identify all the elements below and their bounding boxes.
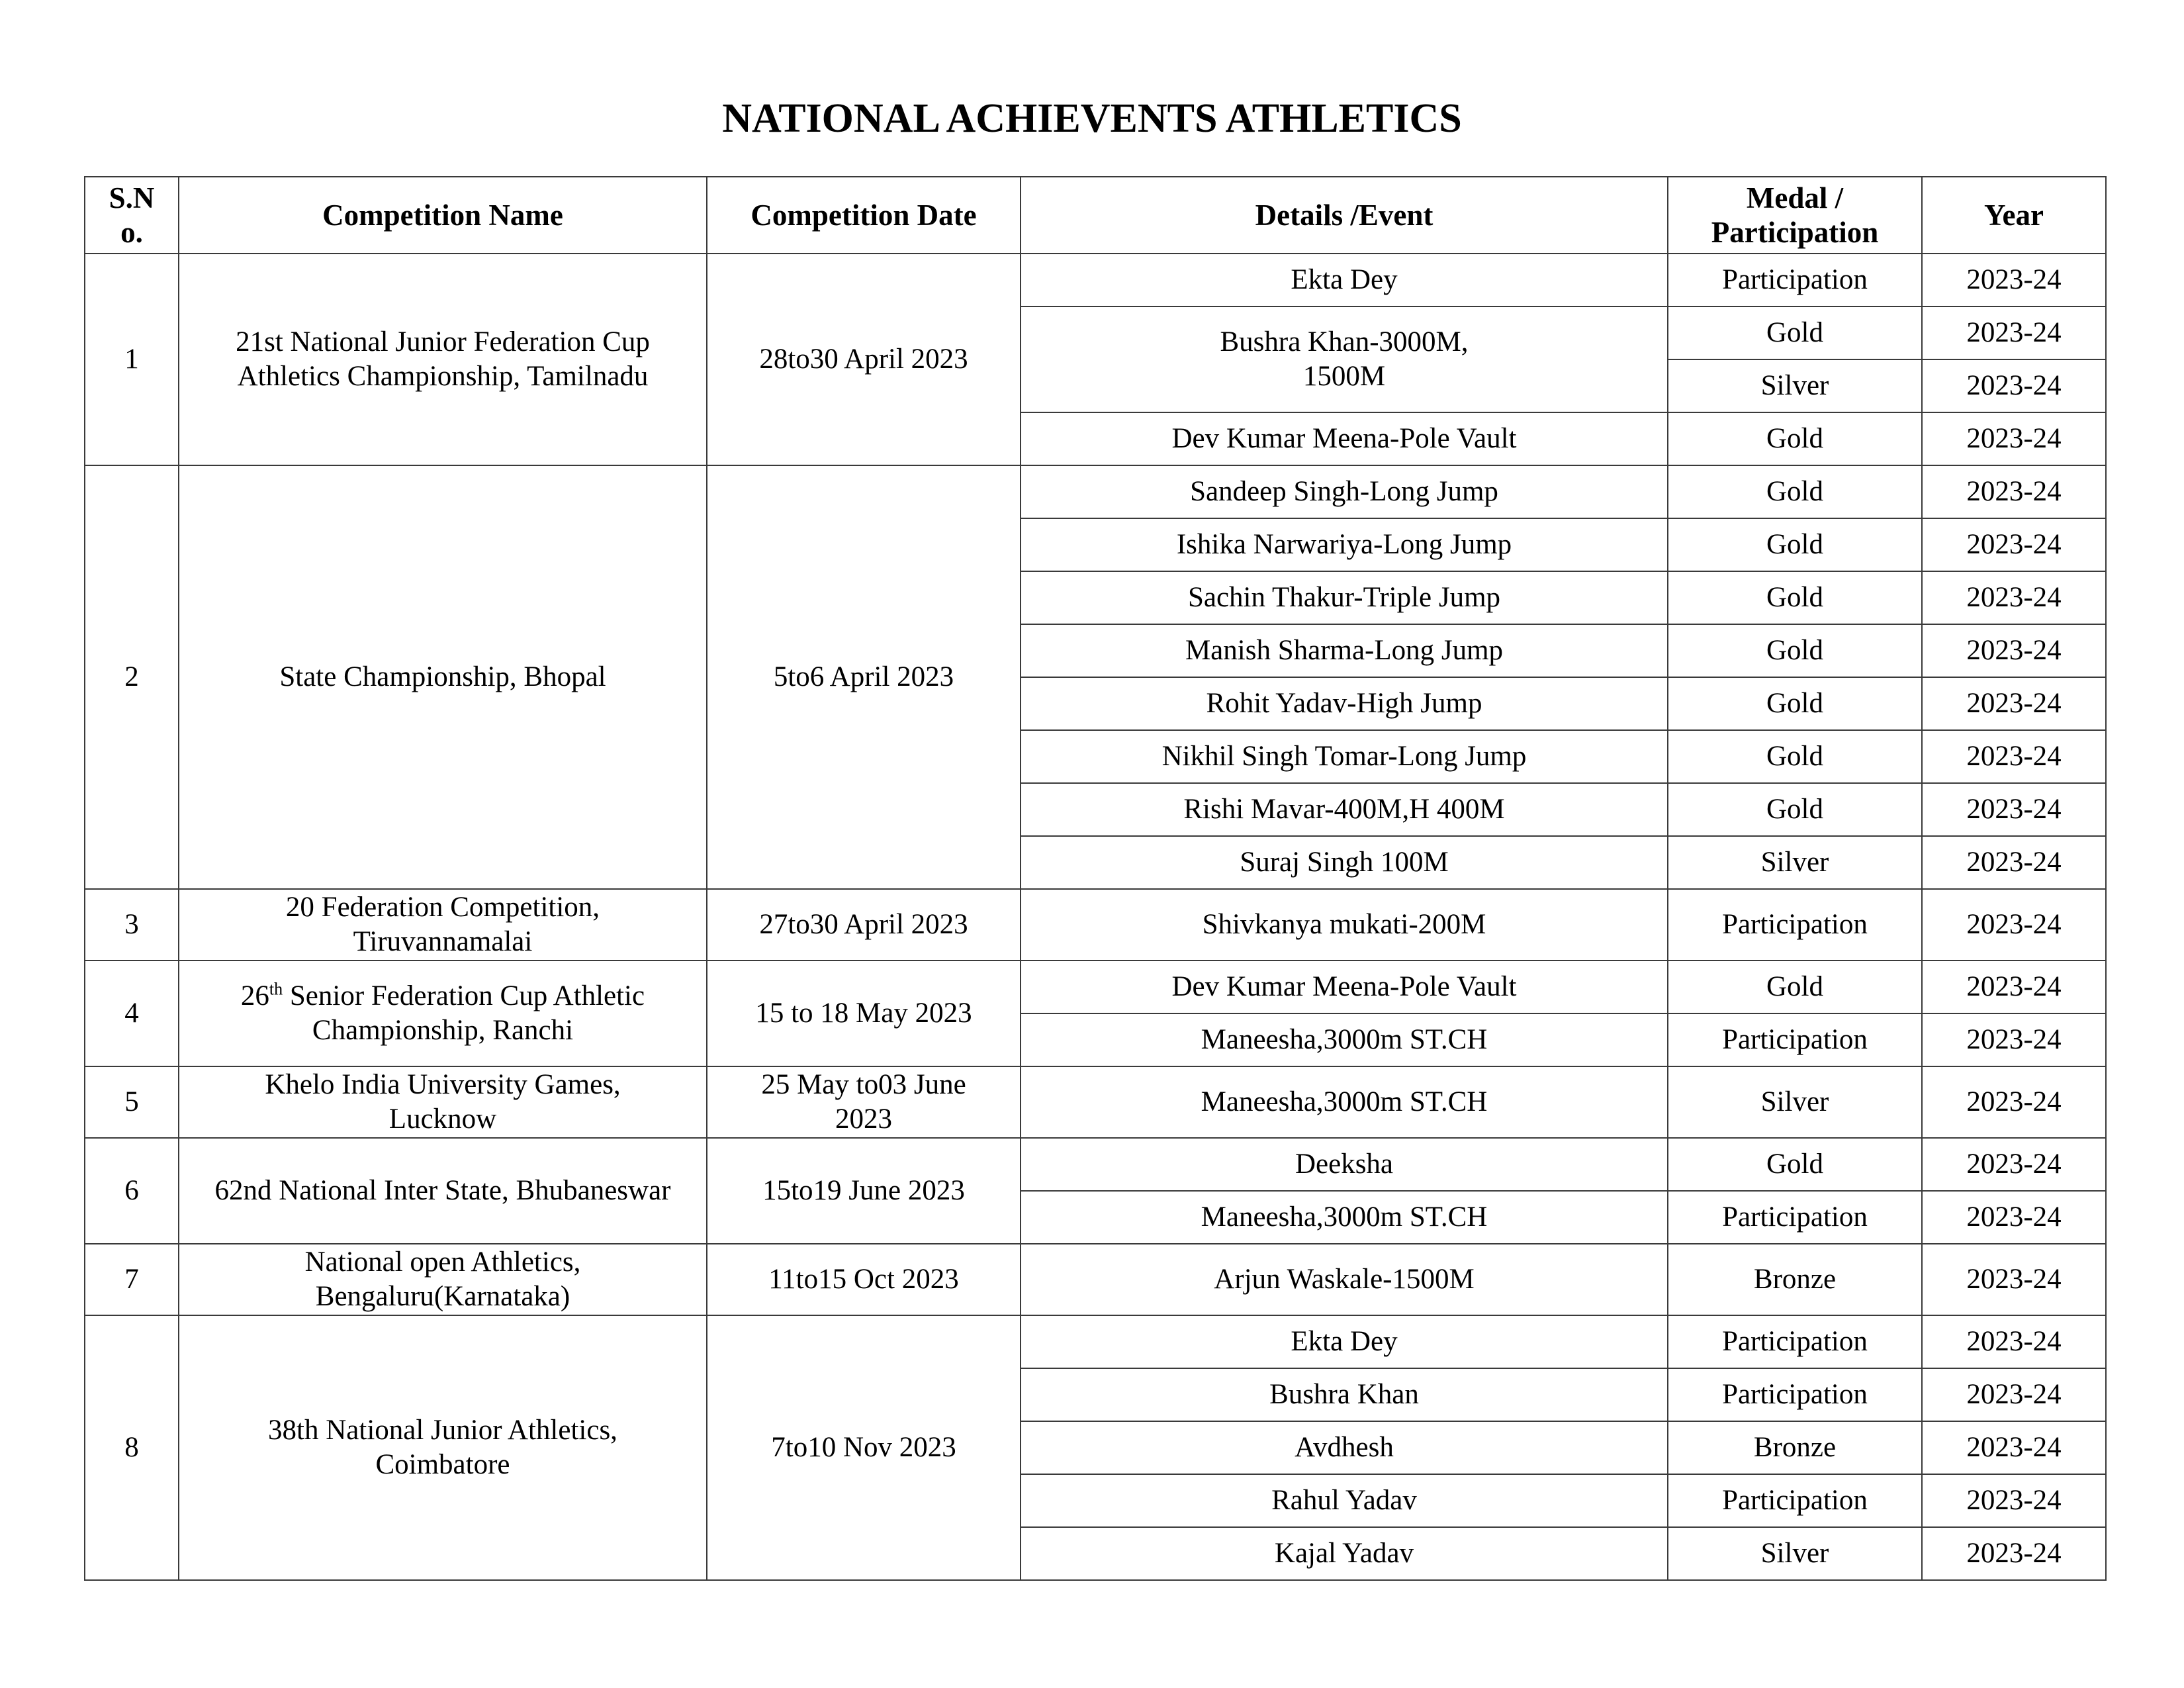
header-medal-participation: Medal / Participation <box>1668 177 1922 254</box>
cell-medal: Gold <box>1668 961 1922 1013</box>
cell-competition-name: 38th National Junior Athletics, Coimbatore <box>179 1315 707 1580</box>
table-row <box>85 254 2106 306</box>
cell-medal: Bronze <box>1668 1421 1922 1474</box>
cell-details-event: Kajal Yadav <box>1021 1527 1668 1580</box>
cell-medal: Participation <box>1668 254 1922 306</box>
cell-medal: Participation <box>1668 1368 1922 1421</box>
cell-medal: Silver <box>1668 836 1922 889</box>
cell-details-event: Suraj Singh 100M <box>1021 836 1668 889</box>
cell-year: 2023-24 <box>1922 412 2106 465</box>
cell-details-event: Shivkanya mukati-200M <box>1021 889 1668 961</box>
cell-details-event: Rahul Yadav <box>1021 1474 1668 1527</box>
cell-medal: Participation <box>1668 1191 1922 1244</box>
cell-sno: 2 <box>85 465 179 889</box>
cell-year: 2023-24 <box>1922 889 2106 961</box>
cell-competition-date: 27to30 April 2023 <box>707 889 1021 961</box>
header-details-event: Details /Event <box>1021 177 1668 254</box>
cell-sno: 4 <box>85 961 179 1066</box>
cell-competition-date: 28to30 April 2023 <box>707 254 1021 465</box>
cell-year: 2023-24 <box>1922 1421 2106 1474</box>
cell-competition-date: 25 May to03 June 2023 <box>707 1066 1021 1138</box>
cell-competition-name: 21st National Junior Federation Cup Athletics Championship, Tamilnadu <box>179 254 707 465</box>
cell-competition-name <box>179 961 707 1066</box>
cell-year: 2023-24 <box>1922 624 2106 677</box>
cell-medal: Participation <box>1668 889 1922 961</box>
cell-year: 2023-24 <box>1922 1066 2106 1138</box>
cell-details-event: Nikhil Singh Tomar-Long Jump <box>1021 730 1668 783</box>
cell-competition-name: 62nd National Inter State, Bhubaneswar <box>179 1138 707 1244</box>
cell-year: 2023-24 <box>1922 1315 2106 1368</box>
cell-competition-name: National open Athletics, Bengaluru(Karnataka) <box>179 1244 707 1315</box>
cell-medal: Gold <box>1668 624 1922 677</box>
cell-competition-name: Khelo India University Games, Lucknow <box>179 1066 707 1138</box>
cell-sno: 1 <box>85 254 179 465</box>
table-row <box>85 1244 2106 1315</box>
achievements-table <box>84 176 2107 1581</box>
competition-name-prefix: 26 <box>240 980 269 1011</box>
cell-sno: 8 <box>85 1315 179 1580</box>
cell-medal: Gold <box>1668 730 1922 783</box>
competition-name-ordinal: th <box>269 979 283 999</box>
cell-year: 2023-24 <box>1922 518 2106 571</box>
cell-sno: 5 <box>85 1066 179 1138</box>
cell-year: 2023-24 <box>1922 836 2106 889</box>
cell-details-event: Manish Sharma-Long Jump <box>1021 624 1668 677</box>
table-row <box>85 1066 2106 1138</box>
cell-details-event: Dev Kumar Meena-Pole Vault <box>1021 412 1668 465</box>
cell-year: 2023-24 <box>1922 1368 2106 1421</box>
cell-year: 2023-24 <box>1922 1527 2106 1580</box>
cell-year: 2023-24 <box>1922 1191 2106 1244</box>
cell-medal: Bronze <box>1668 1244 1922 1315</box>
cell-competition-date: 11to15 Oct 2023 <box>707 1244 1021 1315</box>
cell-medal: Participation <box>1668 1013 1922 1066</box>
cell-medal: Gold <box>1668 412 1922 465</box>
cell-sno: 7 <box>85 1244 179 1315</box>
cell-details-event: Maneesha,3000m ST.CH <box>1021 1066 1668 1138</box>
cell-medal: Participation <box>1668 1315 1922 1368</box>
cell-year: 2023-24 <box>1922 571 2106 624</box>
cell-details-event: Rishi Mavar-400M,H 400M <box>1021 783 1668 836</box>
cell-year: 2023-24 <box>1922 1138 2106 1191</box>
cell-medal: Gold <box>1668 1138 1922 1191</box>
cell-medal: Gold <box>1668 677 1922 730</box>
cell-medal: Silver <box>1668 359 1922 412</box>
cell-details-event: Ekta Dey <box>1021 1315 1668 1368</box>
cell-details-event: Rohit Yadav-High Jump <box>1021 677 1668 730</box>
cell-competition-date: 5to6 April 2023 <box>707 465 1021 889</box>
table-row <box>85 889 2106 961</box>
header-row <box>85 177 2106 254</box>
cell-medal: Silver <box>1668 1527 1922 1580</box>
cell-year: 2023-24 <box>1922 465 2106 518</box>
cell-details-event: Maneesha,3000m ST.CH <box>1021 1191 1668 1244</box>
cell-medal: Participation <box>1668 1474 1922 1527</box>
cell-medal: Gold <box>1668 306 1922 359</box>
header-competition-name: Competition Name <box>179 177 707 254</box>
cell-year: 2023-24 <box>1922 254 2106 306</box>
cell-year: 2023-24 <box>1922 1474 2106 1527</box>
header-year: Year <box>1922 177 2106 254</box>
table-row <box>85 465 2106 518</box>
cell-sno: 6 <box>85 1138 179 1244</box>
cell-year: 2023-24 <box>1922 306 2106 359</box>
table-row <box>85 961 2106 1013</box>
cell-details-event: Arjun Waskale-1500M <box>1021 1244 1668 1315</box>
cell-details-event: Ishika Narwariya-Long Jump <box>1021 518 1668 571</box>
cell-details-event: Deeksha <box>1021 1138 1668 1191</box>
header-competition-date: Competition Date <box>707 177 1021 254</box>
competition-name-rest: Senior Federation Cup Athletic Championship, Ranchi <box>289 980 645 1046</box>
cell-details-event: Sandeep Singh-Long Jump <box>1021 465 1668 518</box>
table-body <box>85 254 2106 1580</box>
cell-year: 2023-24 <box>1922 1013 2106 1066</box>
cell-year: 2023-24 <box>1922 1244 2106 1315</box>
cell-competition-date: 15to19 June 2023 <box>707 1138 1021 1244</box>
cell-details-event: Avdhesh <box>1021 1421 1668 1474</box>
table-row <box>85 1138 2106 1191</box>
header-sno: S.N o. <box>85 177 179 254</box>
cell-medal: Gold <box>1668 783 1922 836</box>
cell-competition-name: State Championship, Bhopal <box>179 465 707 889</box>
cell-competition-name: 20 Federation Competition, Tiruvannamalai <box>179 889 707 961</box>
cell-year: 2023-24 <box>1922 783 2106 836</box>
cell-details-event: Dev Kumar Meena-Pole Vault <box>1021 961 1668 1013</box>
table-row <box>85 1315 2106 1368</box>
cell-details-event: Ekta Dey <box>1021 254 1668 306</box>
cell-year: 2023-24 <box>1922 677 2106 730</box>
page-title: NATIONAL ACHIEVENTS ATHLETICS <box>722 96 1462 141</box>
cell-medal: Gold <box>1668 465 1922 518</box>
cell-year: 2023-24 <box>1922 961 2106 1013</box>
cell-year: 2023-24 <box>1922 730 2106 783</box>
cell-medal: Gold <box>1668 571 1922 624</box>
cell-year: 2023-24 <box>1922 359 2106 412</box>
cell-sno: 3 <box>85 889 179 961</box>
cell-competition-date: 15 to 18 May 2023 <box>707 961 1021 1066</box>
cell-competition-date: 7to10 Nov 2023 <box>707 1315 1021 1580</box>
cell-details-event: Bushra Khan-3000M, 1500M <box>1021 306 1668 412</box>
cell-medal: Gold <box>1668 518 1922 571</box>
cell-details-event: Maneesha,3000m ST.CH <box>1021 1013 1668 1066</box>
cell-details-event: Bushra Khan <box>1021 1368 1668 1421</box>
cell-details-event: Sachin Thakur-Triple Jump <box>1021 571 1668 624</box>
cell-medal: Silver <box>1668 1066 1922 1138</box>
